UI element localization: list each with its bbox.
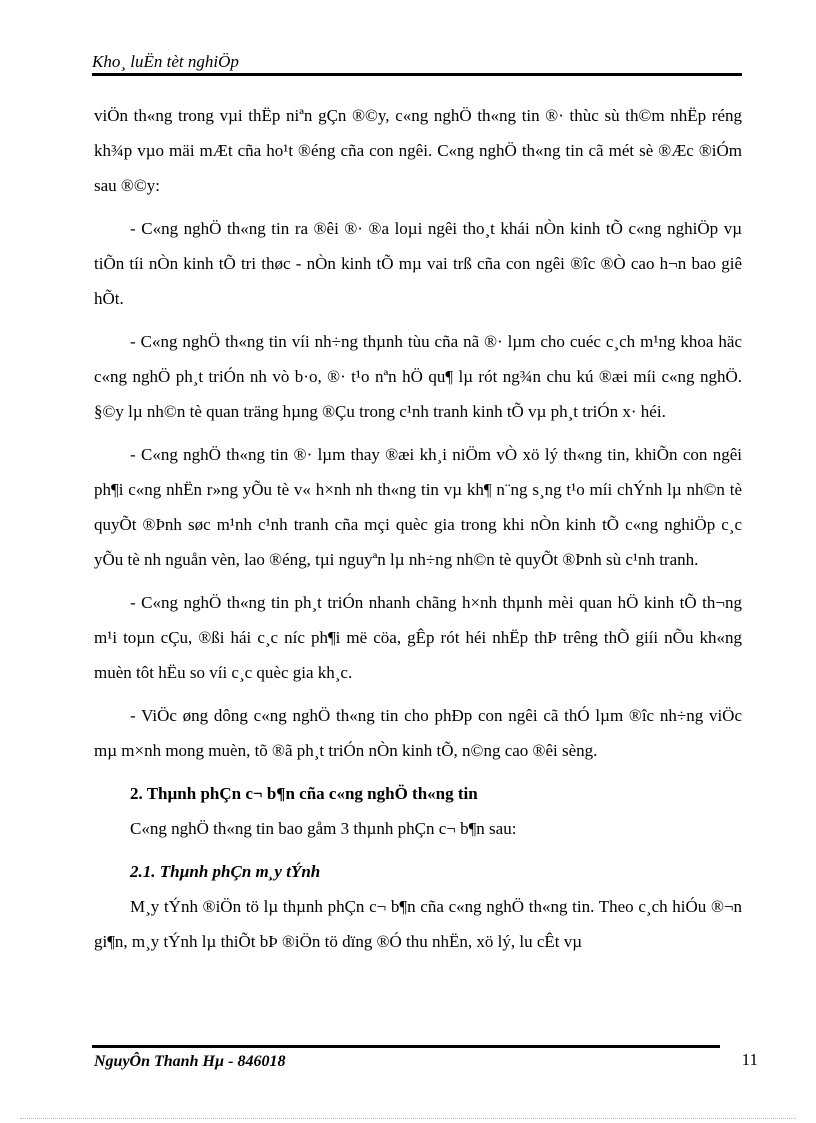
header-divider <box>92 73 742 76</box>
page-number: 11 <box>741 1050 758 1069</box>
bullet-paragraph-3: - C«ng nghÖ th«ng tin ®· lµm thay ®æi kh¸i niÖm vÒ xö lý th«ng tin, khiÕn con ngêi ph¶i c«ng nhËn r»ng yÕu tè v« h×nh nh th«ng tin vµ kh¶ n¨ng s¸ng t¹o míi chÝnh lµ nh©n tè quyÕt ®Þnh søc m¹nh c¹nh tranh cña mçi quèc gia trong khi nÒn kinh tÕ c«ng nghiÖp c¸c yÕu tè nh nguån vèn, lao ®éng, tµi nguyªn lµ nh÷ng nh©n tè quyÕt ®Þnh sù c¹nh tranh. <box>94 445 742 569</box>
page-body <box>94 98 742 959</box>
footer-divider <box>92 1045 720 1048</box>
subsection-heading: 2.1. Thµnh phÇn m¸y tÝnh <box>130 862 321 881</box>
section-heading: 2. Thµnh phÇn c¬ b¶n cña c«ng nghÖ th«ng tin <box>130 784 478 803</box>
page-bottom-edge <box>20 1118 796 1119</box>
bullet-paragraph-2: - C«ng nghÖ th«ng tin víi nh÷ng thµnh tùu cña nã ®· lµm cho cuéc c¸ch m¹ng khoa häc c«ng nghÖ ph¸t triÓn nh vò b·o, ®· t¹o nªn hÖ qu¶ lµ rót ng¾n chu kú ®æi míi c«ng nghÖ. §©y lµ nh©n tè quan träng hµng ®Çu trong c¹nh tranh kinh tÕ vµ ph¸t triÓn x· héi. <box>94 332 742 421</box>
bullet-paragraph-5: - ViÖc øng dông c«ng nghÖ th«ng tin cho phÐp con ngêi cã thÓ lµm ®îc nh÷ng viÖc mµ m×nh mong muèn, tõ ®ã ph¸t triÓn nÒn kinh tÕ, n©ng cao ®êi sèng. <box>94 706 742 760</box>
bullet-paragraph-1: - C«ng nghÖ th«ng tin ra ®êi ®· ®a loµi ngêi tho¸t khái nÒn kinh tÕ c«ng nghiÖp vµ tiÕn tíi nÒn kinh tÕ tri thøc - nÒn kinh tÕ mµ vai trß cña con ngêi ®îc ®Ò cao h¬n bao giê hÕt. <box>94 219 742 308</box>
section-intro: C«ng nghÖ th«ng tin bao gåm 3 thµnh phÇn c¬ b¶n sau: <box>130 819 517 838</box>
subsection-paragraph: M¸y tÝnh ®iÖn tö lµ thµnh phÇn c¬ b¶n cña c«ng nghÖ th«ng tin. Theo c¸ch hiÓu ®¬n gi¶n, m¸y tÝnh lµ thiÕt bÞ ®iÖn tö dïng ®Ó thu nhËn, xö lý, lu cÊt vµ <box>94 897 742 951</box>
document-header-title: Kho¸ luËn tèt nghiÖp <box>92 52 239 71</box>
footer-author: NguyÔn Thanh Hµ - 846018 <box>94 1053 286 1070</box>
intro-paragraph: viÖn th«ng trong vµi thËp niªn gÇn ®©y, c«ng nghÖ th«ng tin ®· thùc sù th©m nhËp réng kh¾p vµo mäi mÆt cña ho¹t ®éng cña con ngêi. C«ng nghÖ th«ng tin cã mét sè ®Æc ®iÓm sau ®©y: <box>94 106 742 195</box>
bullet-paragraph-4: - C«ng nghÖ th«ng tin ph¸t triÓn nhanh chãng h×nh thµnh mèi quan hÖ kinh tÕ th¬ng m¹i toµn cÇu, ®ßi hái c¸c níc ph¶i më cöa, gÊp rót héi nhËp thÞ trêng thÕ giíi nÕu kh«ng muèn tôt hËu so víi c¸c quèc gia kh¸c. <box>94 593 742 682</box>
